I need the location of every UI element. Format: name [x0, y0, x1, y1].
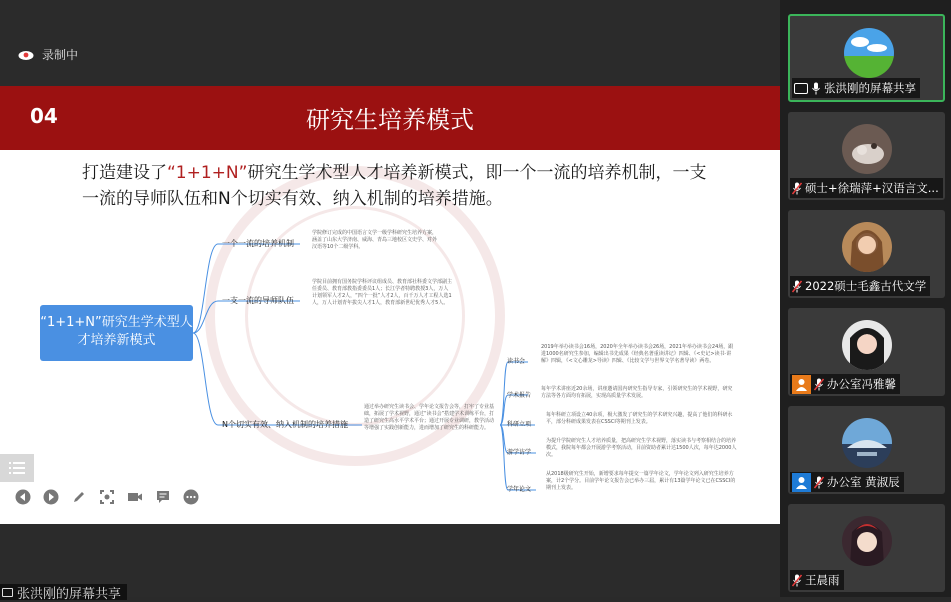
- participant-name-tag: [790, 276, 930, 296]
- measure-label-research: 科研立项: [507, 421, 532, 428]
- lead-prefix: 打造建设了: [82, 163, 167, 183]
- slide-number: 04: [30, 104, 58, 128]
- participant-name: 办公室 黄淑辰: [827, 475, 900, 489]
- participant-name: 王晨雨: [805, 573, 840, 587]
- presentation-slide: [0, 86, 780, 524]
- measure-desc-study-tour: 为提升学院研究生人才培养质量，把高研究生学术视野，落实读书与考察相结合的培养模式，我院每年都会开展游学考察活动，目前资助者累计达1500人次，每年达2000人次。: [546, 438, 737, 458]
- branch-desc-supervisors: 学院目前拥有国务院学科评议组成员、教育部社科委文学部副主任委员、教育部教指委委员1人；长江学者特聘教授3人，万人计划领军人才2人，“四个一批”人才2人，百千万人才工程人选1人，万人计划青年拔尖人才1人，教育部新世纪优秀人才5人。: [312, 279, 453, 306]
- participant-name-tag: [790, 472, 904, 492]
- branch-label-supervisors: 一支一流的导师队伍: [222, 296, 294, 305]
- microphone-muted-icon: [792, 182, 802, 195]
- branch-desc-measures: 通过举办研究生读书会、学年论文报告会等，打牢了专业基础，拓展了学术视野，通过“读书会”搭建学术训练平台，打造了研究生高水平学术平台；通过开展专业调研，教学活动等增强了实践创新能力，进而增加了研究生的科研能力。: [364, 404, 495, 431]
- participant-tile[interactable]: [788, 504, 945, 592]
- lead-highlight: “1+1+N”: [167, 163, 248, 183]
- screen-share-icon: [794, 83, 808, 94]
- participant-name: 办公室冯雅馨: [827, 377, 896, 391]
- branch-label-mechanism: 一个一流的培养机制: [222, 239, 294, 248]
- screen-share-owner-name: 张洪刚的屏幕共享: [17, 586, 122, 602]
- participant-name-tag: [790, 570, 844, 590]
- recording-label: 录制中: [42, 48, 79, 62]
- measure-desc-research: 每年科研立项设立40余项，极大激发了研究生的学术研究兴趣，提高了他们的科研水平，部分科研成果发表在CSSCI等期刊上发表。: [546, 412, 733, 425]
- comment-icon[interactable]: [154, 488, 171, 505]
- more-icon[interactable]: [182, 488, 199, 505]
- measure-desc-reading: 2019年举办读书会16场，2020年全年举办读书会26场，2021年举办读书会24场，跟进1000名研究生参加，编辑出书先成果《经典名著重读讲记》四辑、《<史记>读书·讲解》四辑，《<文心雕龙>导读》四辑、《比较文学与世界文学名著导读》两卷。: [541, 344, 734, 364]
- camera-icon[interactable]: [126, 488, 143, 505]
- participant-name: 2022硕士毛鑫古代文学: [805, 279, 927, 293]
- participant-name: 硕士+徐瑞萍+汉语言文...: [805, 181, 939, 195]
- measure-label-reading: 读书会: [507, 358, 526, 365]
- measure-label-lectures: 学术报告: [507, 392, 532, 399]
- previous-icon[interactable]: [14, 488, 31, 505]
- participant-name-tag: [792, 78, 920, 98]
- participant-avatar: [844, 28, 894, 78]
- participant-tile[interactable]: [788, 210, 945, 298]
- next-icon[interactable]: [42, 488, 59, 505]
- recording-icon: [18, 49, 34, 60]
- slideshow-controls: [14, 488, 199, 505]
- screen-share-icon: [2, 588, 13, 597]
- participant-name-tag: [790, 178, 943, 198]
- recording-indicator: [18, 46, 78, 63]
- participant-avatar: [842, 124, 892, 174]
- microphone-icon: [811, 82, 821, 95]
- branch-label-measures: N个切实有效、纳入机制的培养措施: [222, 420, 348, 429]
- participant-name-tag: [790, 374, 900, 394]
- user-icon: [792, 473, 811, 492]
- measure-desc-annual-paper: 从2018级研究生开始，新增要求每年提交一篇学年论文，学年论文列入研究生培养方案，计2个学分。目前学年论文报告会已举办三届，累计有13篇学年论文已在CSSCI的期刊上发表。: [546, 471, 736, 491]
- participant-name: 张洪刚的屏幕共享: [824, 81, 916, 95]
- measure-label-study-tour: 游学访学: [507, 449, 532, 456]
- list-icon: [8, 461, 26, 475]
- microphone-muted-icon: [814, 378, 824, 391]
- slide-list-button[interactable]: [0, 454, 34, 482]
- participant-avatar: [842, 516, 892, 566]
- mindmap-root: “1+1+N”研究生学术型人才培养新模式: [40, 305, 193, 361]
- participant-avatar: [842, 320, 892, 370]
- slide-title: 研究生培养模式: [306, 106, 474, 134]
- microphone-muted-icon: [814, 476, 824, 489]
- pen-icon[interactable]: [70, 488, 87, 505]
- participant-avatar: [842, 222, 892, 272]
- participant-tile[interactable]: [788, 14, 945, 102]
- screenshot-icon[interactable]: [98, 488, 115, 505]
- microphone-muted-icon: [792, 574, 802, 587]
- user-icon: [792, 375, 811, 394]
- participant-tile[interactable]: [788, 308, 945, 396]
- microphone-muted-icon: [792, 280, 802, 293]
- measure-desc-lectures: 每年学术讲座近20余场，讲座邀请国内研究生指导专家，引领研究生的学术视野，研究方法等各方面均有拓展，实现高质量学术发展。: [541, 386, 733, 399]
- screen-share-owner-label: [0, 584, 127, 600]
- measure-label-annual-paper: 学年论文: [507, 486, 532, 493]
- participant-avatar: [842, 418, 892, 468]
- participant-tile[interactable]: [788, 406, 945, 494]
- branch-desc-mechanism: 学院修订完成的中国语言文学一级学科研究生培养方案，涵盖了山东大学济南、威海、青岛三地校区文史学、对外汉语等10个二级学科。: [312, 230, 438, 250]
- lead-rest: 研究生学术型人才培养新模式，即一个一流的培养机制，一支一流的导师队伍和N个切实有效、纳入机制的培养措施。: [82, 163, 707, 209]
- participant-tile[interactable]: [788, 112, 945, 200]
